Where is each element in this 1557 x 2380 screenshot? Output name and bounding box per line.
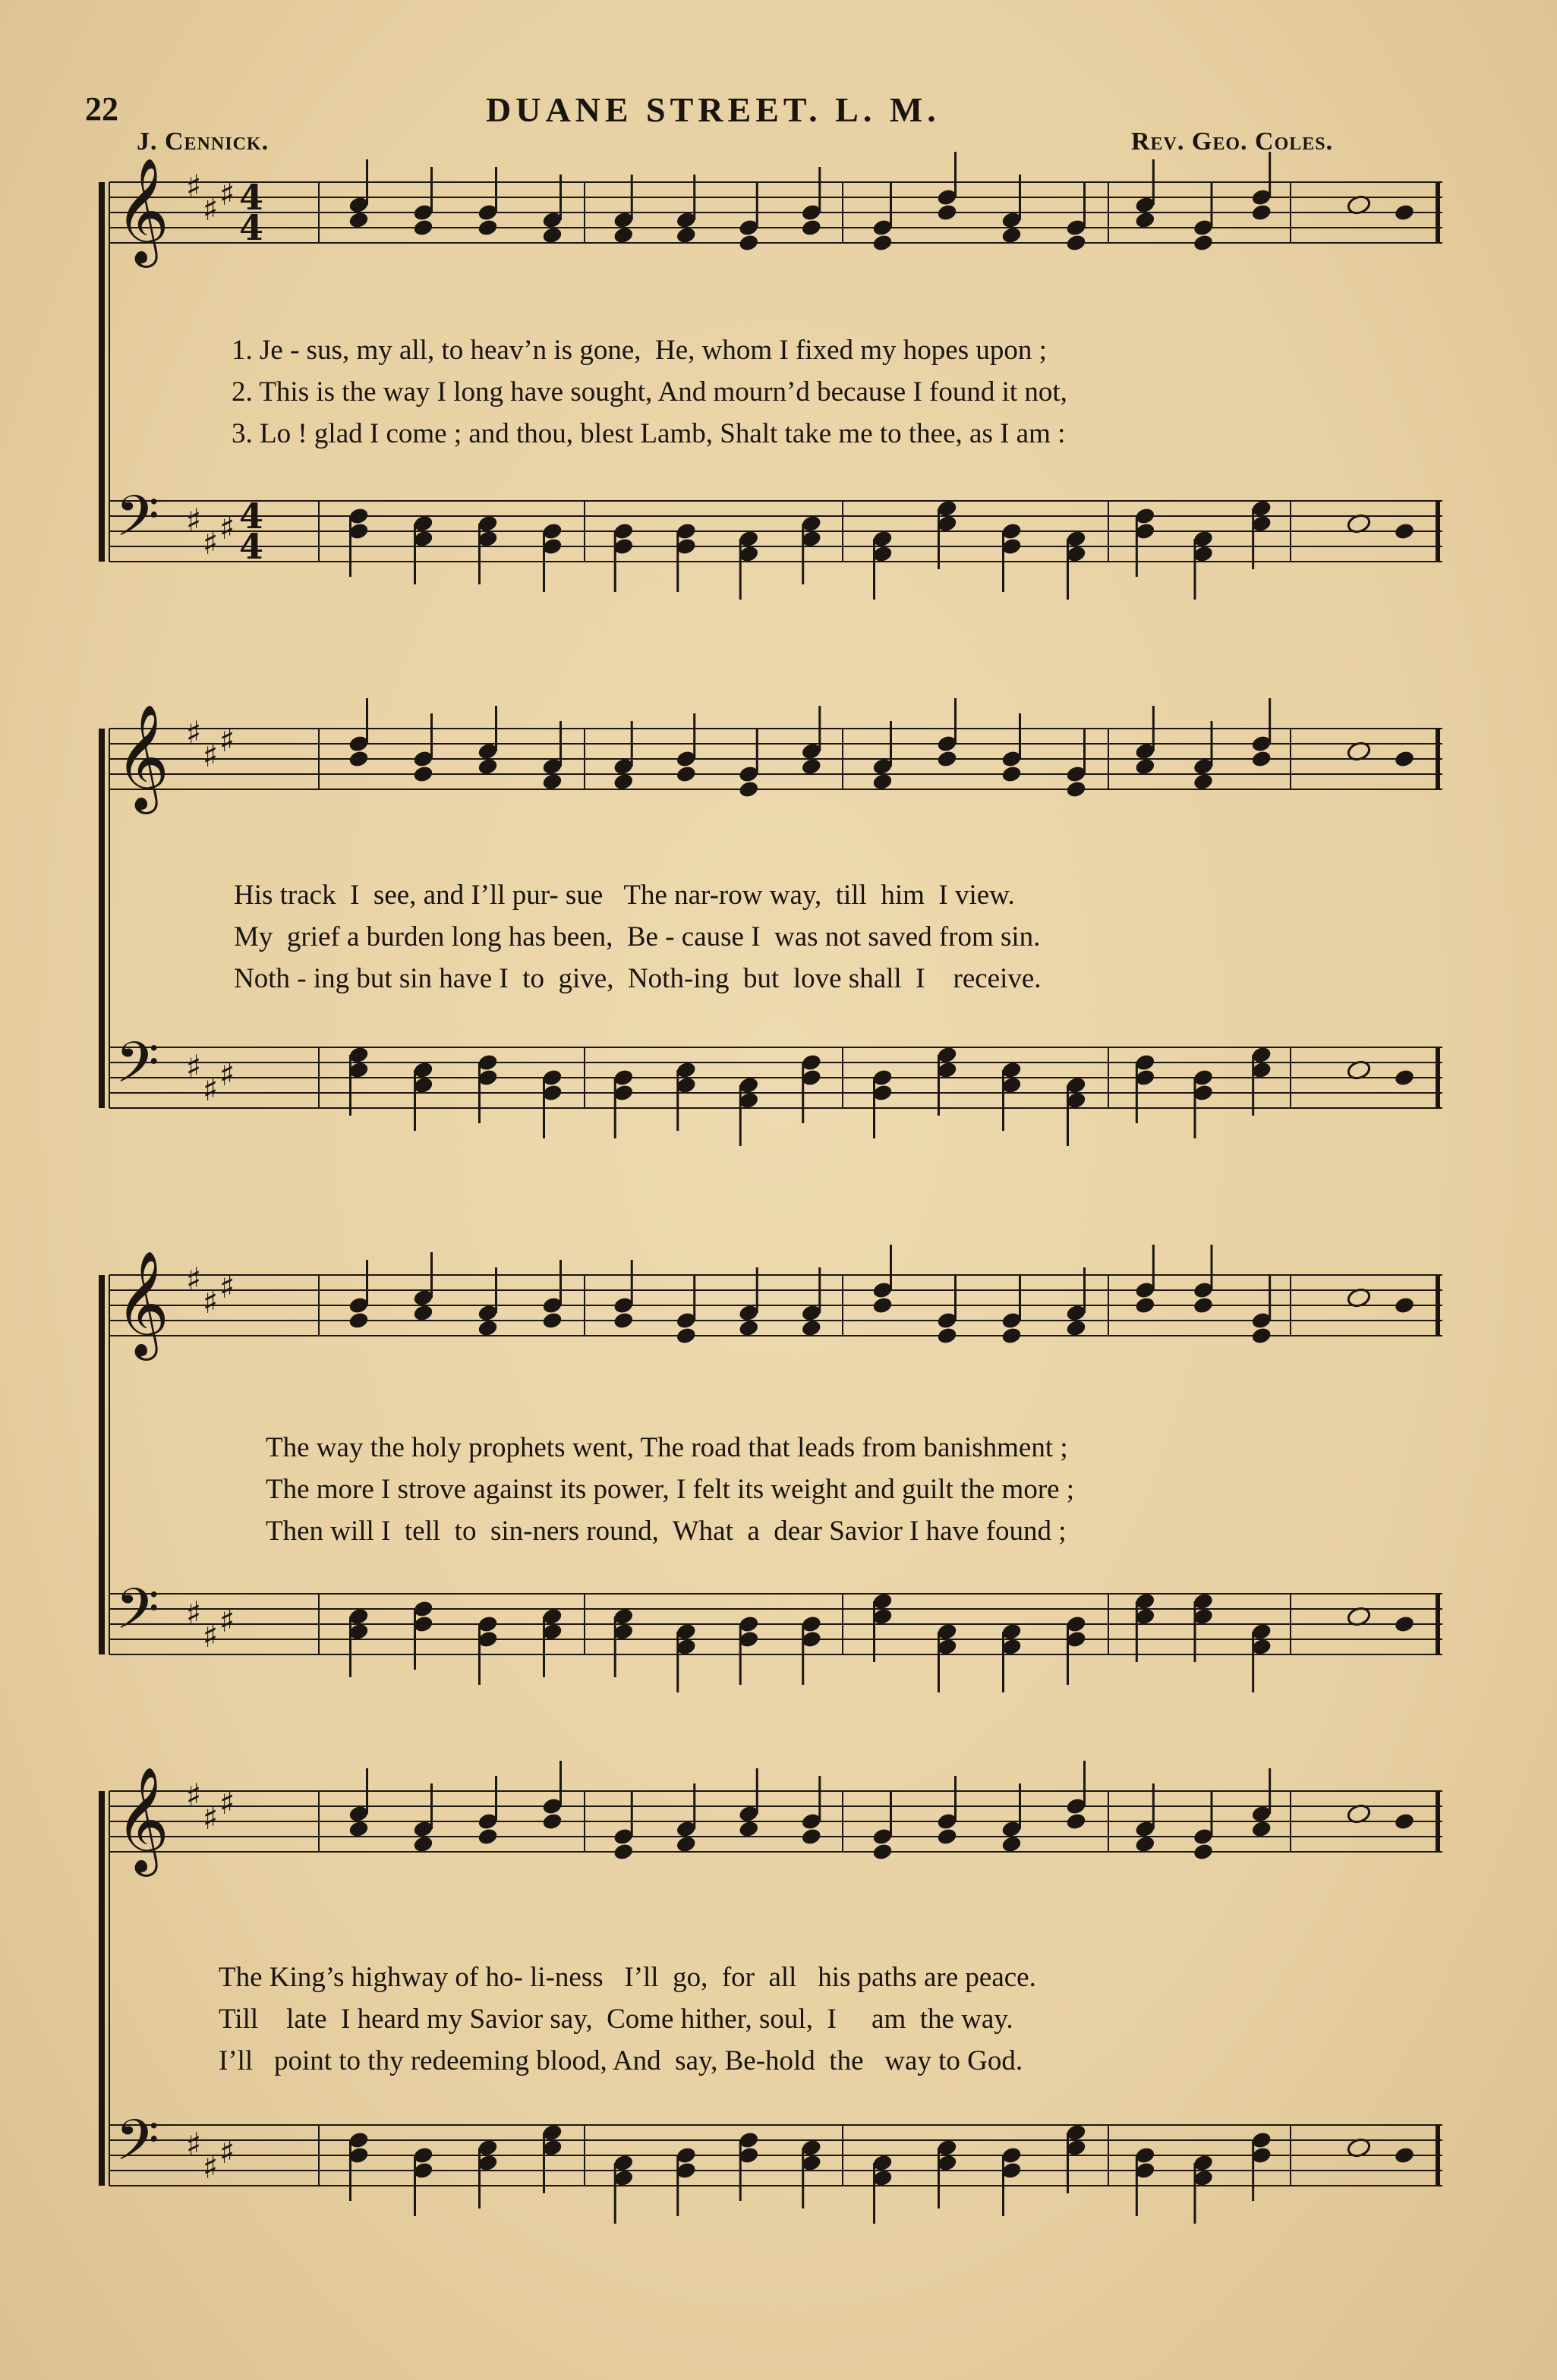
note-head bbox=[871, 1842, 894, 1861]
note-head bbox=[477, 757, 499, 776]
lyrics-block-1 bbox=[129, 334, 1450, 455]
note-head bbox=[936, 749, 958, 768]
note-head bbox=[1001, 225, 1023, 244]
bass-clef-icon: 𝄢 bbox=[115, 483, 159, 563]
note-head bbox=[675, 764, 697, 783]
note-head bbox=[871, 1295, 894, 1314]
note-head bbox=[738, 233, 760, 252]
sharp-icon: ♯ bbox=[186, 1595, 202, 1632]
sharp-icon: ♯ bbox=[186, 1261, 202, 1298]
page-number: 22 bbox=[85, 90, 118, 128]
note-head bbox=[613, 1311, 635, 1330]
lyrics-block-4 bbox=[129, 1961, 1450, 2082]
time-signature-digit: 4 bbox=[239, 526, 264, 567]
sharp-icon: ♯ bbox=[186, 714, 202, 751]
note-head bbox=[348, 1311, 370, 1330]
sharp-icon: ♯ bbox=[186, 1777, 202, 1814]
sharp-icon: ♯ bbox=[186, 502, 202, 539]
bass-clef-icon: 𝄢 bbox=[115, 1576, 159, 1656]
note-head bbox=[1250, 203, 1272, 222]
lyric-verse-3: 3. Lo ! glad I come ; and thou, blest Lamb, Shalt take me to thee, as I am : bbox=[232, 418, 1066, 449]
bass-clef-icon: 𝄢 bbox=[115, 1030, 159, 1110]
sharp-icon: ♯ bbox=[219, 1268, 235, 1305]
time-signature-digit: 4 bbox=[239, 496, 264, 537]
note-head bbox=[1134, 210, 1156, 229]
note-head bbox=[613, 772, 635, 791]
note-head bbox=[1134, 757, 1156, 776]
lyric-verse-1: The way the holy prophets went, The road that leads from banishment ; bbox=[266, 1432, 1068, 1463]
note-head bbox=[1394, 521, 1416, 540]
treble-clef-icon: 𝄞 bbox=[115, 158, 169, 263]
sharp-icon: ♯ bbox=[203, 1283, 219, 1321]
system-bracket bbox=[99, 182, 105, 562]
lyric-verse-3: Noth - ing but sin have I to give, Noth-ing but love shall I receive. bbox=[234, 963, 1042, 994]
note-head bbox=[936, 203, 958, 222]
system-bracket bbox=[99, 1275, 105, 1654]
sharp-icon: ♯ bbox=[203, 1071, 219, 1108]
note-head bbox=[412, 764, 434, 783]
sharp-icon: ♯ bbox=[203, 737, 219, 774]
lyric-verse-3: I’ll point to thy redeeming blood, And say, Be-hold the way to God. bbox=[219, 2045, 1023, 2076]
note-head bbox=[1065, 1318, 1087, 1337]
treble-clef-icon: 𝄞 bbox=[115, 1767, 169, 1872]
lyric-verse-1: His track I see, and I’ll pur- sue The nar-row way, till him I view. bbox=[234, 880, 1015, 911]
system-bracket bbox=[99, 1791, 105, 2186]
note-head bbox=[738, 1318, 760, 1337]
sharp-icon: ♯ bbox=[219, 2133, 235, 2171]
lyric-verse-2: Till late I heard my Savior say, Come hither, soul, I am the way. bbox=[219, 2004, 1013, 2035]
sharp-icon: ♯ bbox=[219, 1056, 235, 1093]
lyric-verse-2: My grief a burden long has been, Be - cause I was not saved from sin. bbox=[234, 921, 1041, 952]
sharp-icon: ♯ bbox=[186, 2126, 202, 2163]
note-head bbox=[1394, 203, 1416, 222]
sharp-icon: ♯ bbox=[219, 175, 235, 212]
note-head bbox=[1134, 1834, 1156, 1853]
note-head bbox=[412, 218, 434, 237]
sharp-icon: ♯ bbox=[219, 509, 235, 546]
sharp-icon: ♯ bbox=[219, 1602, 235, 1639]
lyric-verse-2: 2. This is the way I long have sought, And mourn’d because I found it not, bbox=[232, 376, 1067, 408]
note-head bbox=[613, 1842, 635, 1861]
composer-credit: Rev. Geo. Coles. bbox=[1131, 128, 1334, 156]
lyrics-block-2 bbox=[129, 879, 1450, 1000]
note-head bbox=[1065, 779, 1087, 798]
note-head bbox=[871, 772, 894, 791]
note-head bbox=[541, 772, 563, 791]
sharp-icon: ♯ bbox=[203, 190, 219, 228]
note-head bbox=[800, 1827, 822, 1846]
note-head bbox=[1394, 1068, 1416, 1087]
note-head bbox=[412, 1303, 434, 1322]
lyric-verse-3: Then will I tell to sin-ners round, What a dear Savior I have found ; bbox=[266, 1516, 1067, 1547]
note-head bbox=[800, 757, 822, 776]
note-head bbox=[348, 1819, 370, 1838]
note-head bbox=[1250, 749, 1272, 768]
note-head bbox=[1001, 1326, 1023, 1345]
note-head bbox=[541, 1311, 563, 1330]
note-head bbox=[936, 1326, 958, 1345]
time-signature-digit: 4 bbox=[239, 207, 264, 248]
treble-clef-icon: 𝄞 bbox=[115, 704, 169, 810]
sharp-icon: ♯ bbox=[203, 524, 219, 562]
note-head bbox=[1394, 2145, 1416, 2164]
sharp-icon: ♯ bbox=[219, 1784, 235, 1821]
note-head bbox=[1250, 1326, 1272, 1345]
note-head bbox=[936, 1827, 958, 1846]
hymn-title: DUANE STREET. L. M. bbox=[486, 90, 941, 129]
sharp-icon: ♯ bbox=[186, 168, 202, 205]
note-head bbox=[1394, 749, 1416, 768]
note-head bbox=[477, 218, 499, 237]
note-head bbox=[541, 1812, 563, 1831]
note-head bbox=[1001, 764, 1023, 783]
sharp-icon: ♯ bbox=[203, 1617, 219, 1654]
system-bracket bbox=[99, 729, 105, 1108]
note-head bbox=[675, 1326, 697, 1345]
sharp-icon: ♯ bbox=[203, 2149, 219, 2186]
note-head bbox=[738, 779, 760, 798]
time-signature-digit: 4 bbox=[239, 177, 264, 218]
note-head bbox=[348, 749, 370, 768]
note-head bbox=[613, 225, 635, 244]
note-head bbox=[541, 225, 563, 244]
note-head bbox=[738, 1819, 760, 1838]
bass-clef-icon: 𝄢 bbox=[115, 2108, 159, 2187]
note-head bbox=[800, 218, 822, 237]
note-head bbox=[1394, 1295, 1416, 1314]
lyric-verse-1: The King’s highway of ho- li-ness I’ll go, for all his paths are peace. bbox=[219, 1962, 1036, 1993]
treble-clef-icon: 𝄞 bbox=[115, 1251, 169, 1356]
note-head bbox=[348, 210, 370, 229]
note-head bbox=[675, 225, 697, 244]
note-head bbox=[1134, 1295, 1156, 1314]
note-head bbox=[1250, 1819, 1272, 1838]
note-head bbox=[1001, 1834, 1023, 1853]
sharp-icon: ♯ bbox=[219, 722, 235, 759]
note-head bbox=[675, 1834, 697, 1853]
lyrics-block-3 bbox=[129, 1431, 1450, 1553]
sharp-icon: ♯ bbox=[203, 1799, 219, 1837]
lyricist-credit: J. Cennick. bbox=[137, 128, 269, 156]
note-head bbox=[800, 1318, 822, 1337]
note-head bbox=[871, 233, 894, 252]
lyric-verse-2: The more I strove against its power, I felt its weight and guilt the more ; bbox=[266, 1474, 1075, 1505]
sharp-icon: ♯ bbox=[186, 1048, 202, 1085]
note-head bbox=[1394, 1614, 1416, 1633]
note-head bbox=[477, 1318, 499, 1337]
note-head bbox=[1193, 772, 1215, 791]
note-head bbox=[1193, 1295, 1215, 1314]
note-head bbox=[1394, 1812, 1416, 1831]
lyric-verse-1: 1. Je - sus, my all, to heav’n is gone, He, whom I fixed my hopes upon ; bbox=[232, 335, 1047, 366]
note-head bbox=[477, 1827, 499, 1846]
note-head bbox=[1065, 1812, 1087, 1831]
note-head bbox=[1193, 233, 1215, 252]
note-head bbox=[412, 1834, 434, 1853]
note-head bbox=[1193, 1842, 1215, 1861]
note-head bbox=[1065, 233, 1087, 252]
